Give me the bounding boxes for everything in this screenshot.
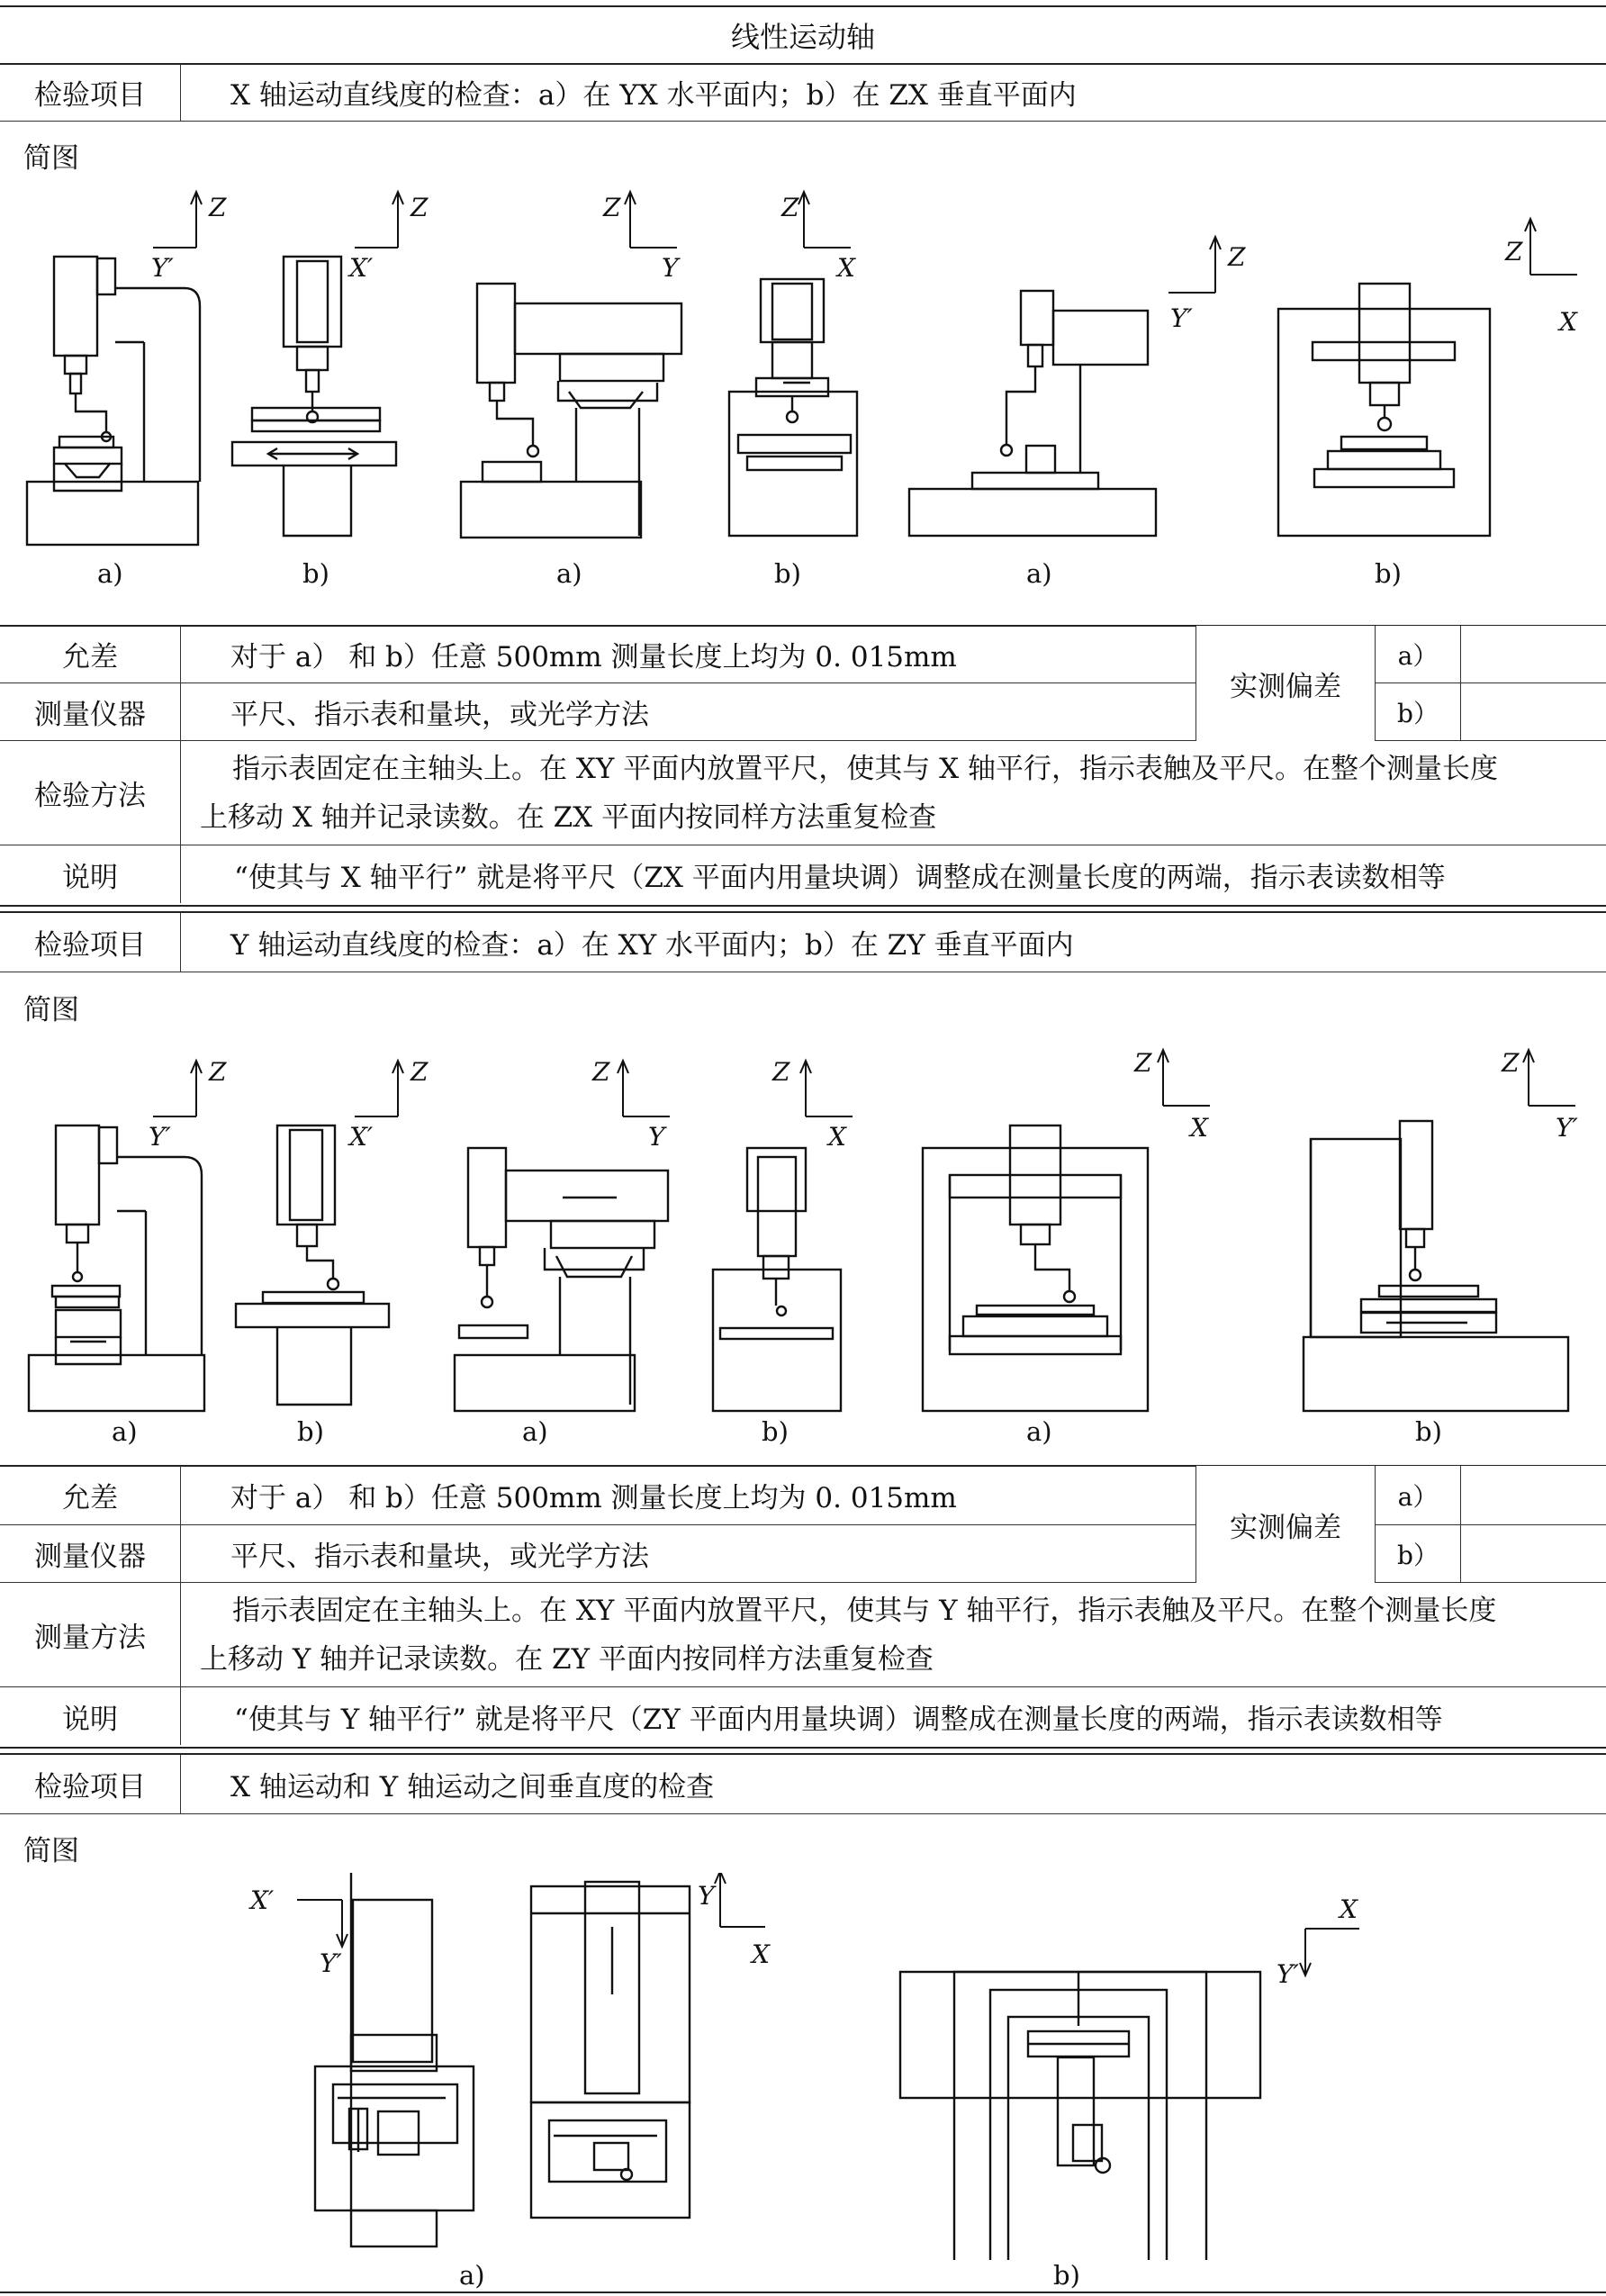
s1-dev-b-value[interactable] — [1461, 683, 1606, 741]
svg-text:Y′: Y′ — [320, 1948, 342, 1978]
svg-text:Y′: Y′ — [149, 1122, 171, 1152]
s2-note-text: “使其与 Y 轴平行” 就是将平尺（ZY 平面内用量块调）调整成在测量长度的两端，指示表读数相等 — [234, 1703, 1443, 1736]
svg-text:X′: X′ — [250, 1885, 275, 1915]
s1-method-label: 检验方法 — [0, 741, 181, 845]
s1-fig2 — [232, 192, 429, 536]
s2-dev-b: b） — [1376, 1525, 1461, 1583]
s2-bottom-rule-1 — [0, 1747, 1606, 1749]
s2-item-row — [0, 913, 1606, 972]
s1-instrument-label: 测量仪器 — [0, 683, 181, 740]
s2-dev-a-value[interactable] — [1461, 1466, 1606, 1525]
s3-item-row — [0, 1755, 1606, 1814]
page-bottom-rule — [0, 2291, 1606, 2293]
s1-fig5-y: Y′ — [1170, 303, 1193, 333]
s3-item-label: 检验项目 — [0, 1755, 181, 1813]
s1-note-label: 说明 — [0, 845, 181, 903]
s2-cap-3: a) — [522, 1416, 548, 1447]
s1-tolerance-label: 允差 — [0, 626, 181, 682]
s1-method-row — [0, 741, 1606, 845]
svg-text:Z: Z — [209, 1057, 227, 1087]
svg-text:Y: Y — [698, 1881, 715, 1911]
s1-instrument-text: 平尺、指示表和量块，或光学方法 — [230, 699, 649, 731]
s2-cap-6: b) — [1415, 1416, 1442, 1447]
s2-method-line2: 上移动 Y 轴并记录读数。在 ZY 平面内按同样方法重复检查 — [200, 1642, 934, 1676]
s1-deviation-label: 实测偏差 — [1195, 626, 1376, 741]
s1-fig6-z: Z — [1505, 237, 1523, 267]
s3-fig-a — [248, 1873, 771, 2246]
s2-item-text: Y 轴运动直线度的检查：a）在 XY 水平面内；b）在 ZY 垂直平面内 — [230, 929, 1074, 962]
s2-note-label: 说明 — [0, 1687, 181, 1745]
s1-cap-2: b) — [302, 558, 329, 589]
s1-dev-b: b） — [1376, 683, 1461, 741]
s3-cap-b: b) — [1053, 2260, 1080, 2291]
s2-dev-a: a） — [1376, 1466, 1461, 1525]
s2-method-line1: 指示表固定在主轴头上。在 XY 平面内放置平尺，使其与 Y 轴平行，指示表触及平尺。在整个测量长度 — [232, 1594, 1497, 1627]
s2-method-label: 测量方法 — [0, 1583, 181, 1686]
svg-text:X: X — [828, 1122, 846, 1152]
s1-fig4 — [729, 192, 857, 536]
s1-fig6-x: X — [1559, 307, 1577, 337]
svg-text:Y: Y — [648, 1122, 665, 1152]
s2-tolerance-text: 对于 a） 和 b）任意 500mm 测量长度上均为 0. 015mm — [230, 1482, 957, 1514]
s1-fig5 — [909, 237, 1246, 536]
s3-fig-b — [900, 1894, 1359, 2260]
svg-text:X: X — [1340, 1894, 1358, 1924]
top-rule — [0, 5, 1606, 7]
s2-fig6 — [1304, 1048, 1578, 1411]
svg-text:X: X — [752, 1939, 770, 1969]
s2-sketches — [0, 1035, 1606, 1423]
s2-cap-4: b) — [762, 1416, 789, 1447]
s1-fig3-z: Z — [603, 193, 621, 222]
s1-fig3 — [461, 192, 681, 538]
s2-fig4 — [713, 1057, 853, 1411]
s2-sketch-label: 简图 — [23, 994, 79, 1026]
s2-cap-2: b) — [297, 1416, 324, 1447]
svg-text:Z: Z — [772, 1057, 790, 1087]
s1-fig2-z: Z — [411, 193, 429, 222]
s1-dev-a: a） — [1376, 626, 1461, 683]
s1-fig1-y: Y′ — [151, 253, 174, 283]
s1-method-line2: 上移动 X 轴并记录读数。在 ZX 平面内按同样方法重复检查 — [200, 800, 937, 834]
s3-cap-a: a) — [459, 2260, 485, 2291]
s2-fig5 — [923, 1048, 1210, 1411]
s1-cap-5: a) — [1026, 558, 1052, 589]
s2-fig1 — [29, 1057, 227, 1411]
s3-item-text: X 轴运动和 Y 轴运动之间垂直度的检查 — [230, 1771, 715, 1803]
s2-cap-1: a) — [112, 1416, 138, 1447]
s1-sketch-label: 简图 — [23, 142, 79, 175]
svg-text:X: X — [1190, 1113, 1208, 1143]
s2-cap-5: a) — [1026, 1416, 1052, 1447]
s2-fig2 — [236, 1057, 429, 1405]
s1-item-row — [0, 64, 1606, 122]
s2-method-row — [0, 1583, 1606, 1687]
s2-deviation-label: 实测偏差 — [1195, 1466, 1376, 1583]
s1-cap-3: a) — [556, 558, 582, 589]
svg-text:Z: Z — [1502, 1048, 1520, 1078]
s1-cap-6: b) — [1375, 558, 1402, 589]
s3-sketches — [0, 1873, 1606, 2260]
s1-tolerance-text: 对于 a） 和 b）任意 500mm 测量长度上均为 0. 015mm — [230, 641, 957, 673]
page-title: 线性运动轴 — [730, 20, 875, 54]
s2-note-row — [0, 1687, 1606, 1745]
s2-dev-b-value[interactable] — [1461, 1525, 1606, 1583]
s1-item-label: 检验项目 — [0, 64, 181, 121]
s1-method-line1: 指示表固定在主轴头上。在 XY 平面内放置平尺，使其与 X 轴平行，指示表触及平尺。在整个测量长度 — [232, 752, 1499, 785]
s1-fig4-x: X — [837, 253, 855, 283]
s1-bottom-rule-1 — [0, 905, 1606, 907]
svg-text:Z: Z — [411, 1057, 429, 1087]
s1-item-text: X 轴运动直线度的检查：a）在 YX 水平面内；b）在 ZX 垂直平面内 — [230, 79, 1077, 112]
s2-item-label: 检验项目 — [0, 913, 181, 972]
s1-fig6 — [1278, 219, 1578, 536]
s2-instrument-text: 平尺、指示表和量块，或光学方法 — [230, 1541, 649, 1573]
svg-text:X′: X′ — [349, 1122, 374, 1152]
s1-cap-4: b) — [774, 558, 801, 589]
s1-note-row — [0, 845, 1606, 903]
s1-fig5-z: Z — [1228, 242, 1246, 272]
s1-fig1 — [27, 192, 227, 545]
s2-tolerance-label: 允差 — [0, 1466, 181, 1524]
s2-instrument-label: 测量仪器 — [0, 1525, 181, 1582]
svg-text:Y′: Y′ — [1277, 1959, 1299, 1989]
s1-sketches — [0, 176, 1606, 572]
svg-text:Z: Z — [592, 1057, 610, 1087]
s3-sketch-label: 简图 — [23, 1835, 79, 1867]
s1-note-text: “使其与 X 轴平行” 就是将平尺（ZX 平面内用量块调）调整成在测量长度的两端，指示表读数相等 — [234, 861, 1446, 894]
s1-cap-1: a) — [97, 558, 123, 589]
s1-dev-a-value[interactable] — [1461, 626, 1606, 683]
s2-fig3 — [455, 1057, 670, 1411]
svg-text:Y′: Y′ — [1556, 1113, 1578, 1143]
s1-fig1-z: Z — [209, 193, 227, 222]
svg-text:Z: Z — [1134, 1048, 1152, 1078]
s1-fig4-z: Z — [781, 193, 799, 222]
s1-fig3-y: Y — [662, 253, 679, 283]
s1-fig2-x: X′ — [349, 253, 374, 283]
